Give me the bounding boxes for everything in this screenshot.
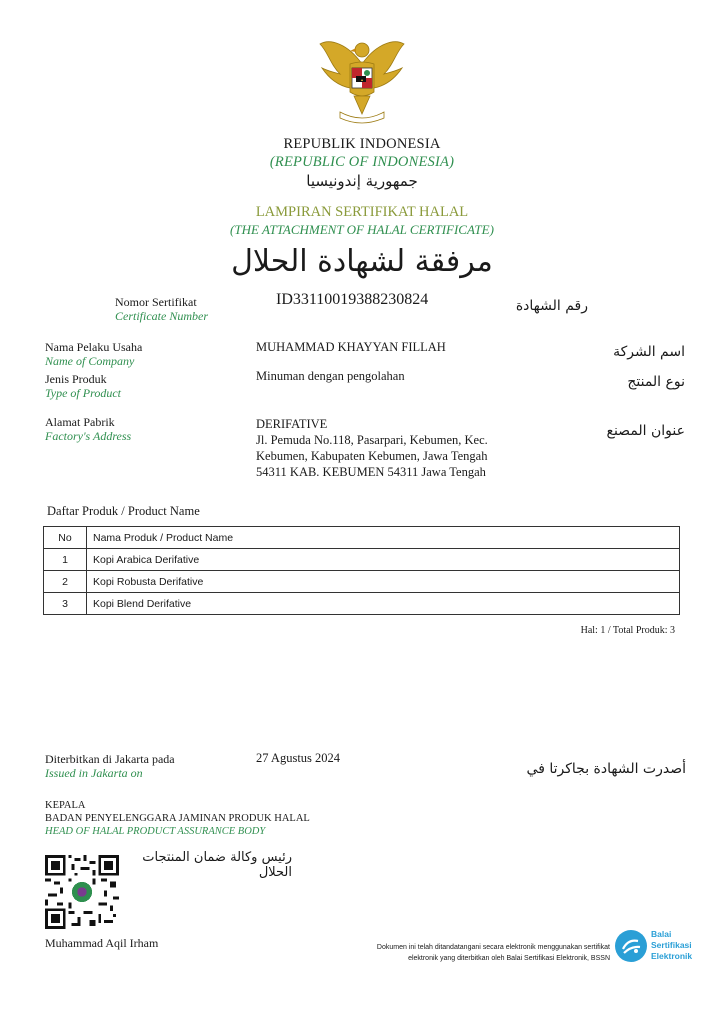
country-title-ar: جمهورية إندونيسيا xyxy=(306,172,418,190)
row-no: 1 xyxy=(44,549,87,571)
factory-address-line2: Kebumen, Kabupaten Kebumen, Jawa Tengah xyxy=(256,449,488,463)
document-title-id: LAMPIRAN SERTIFIKAT HALAL xyxy=(255,204,469,220)
factory-label-ar: عنوان المصنع xyxy=(606,423,685,439)
table-row xyxy=(44,549,680,571)
electronic-signature-note-line1: Dokumen ini telah ditandatangani secara elektronik menggunakan sertifikat xyxy=(376,944,610,951)
document-title-ar: مرفقة لشهادة الحلال xyxy=(231,244,493,279)
factory-address-line1: Jl. Pemuda No.118, Pasarpari, Kebumen, Kec. xyxy=(256,433,488,447)
company-label-en: Name of Company xyxy=(45,354,135,368)
qr-code-icon xyxy=(45,855,119,929)
signatory-title-head: KEPALA xyxy=(45,800,86,811)
certificate-number-label-id: Nomor Sertifikat xyxy=(115,295,197,309)
bsre-logo-text-line1: Balai xyxy=(651,929,672,939)
garuda-pancasila-emblem xyxy=(318,34,406,126)
certificate-number-label-en: Certificate Number xyxy=(115,309,208,323)
product-type-label-en: Type of Product xyxy=(45,386,121,400)
bsre-logo-text-line3: Elektronik xyxy=(651,951,693,961)
factory-label xyxy=(45,415,131,443)
factory-label-id: Alamat Pabrik xyxy=(45,415,115,429)
signatory-name: Muhammad Aqil Irham xyxy=(45,936,159,950)
signatory-title-ar: رئيس وكالة ضمان المنتجات الحلال xyxy=(142,850,292,880)
certificate-number-label-ar: رقم الشهادة xyxy=(515,298,588,314)
factory-label-en: Factory's Address xyxy=(45,429,132,443)
company-label-id: Nama Pelaku Usaha xyxy=(45,340,143,354)
signatory-block xyxy=(45,799,310,838)
product-table xyxy=(43,526,680,615)
certificate-number-label xyxy=(115,295,208,323)
bsre-logo-text-line2: Sertifikasi xyxy=(651,940,692,950)
signatory-title-en: HEAD OF HALAL PRODUCT ASSURANCE BODY xyxy=(45,826,266,837)
product-type-label-ar: نوع المنتج xyxy=(627,374,685,390)
column-header-product-name: Nama Produk / Product Name xyxy=(87,527,680,549)
company-label-ar: اسم الشركة xyxy=(613,344,685,360)
table-row xyxy=(44,593,680,615)
issued-label xyxy=(45,752,175,780)
issued-label-ar: أصدرت الشهادة بجاكرتا في xyxy=(526,761,686,777)
issued-label-id: Diterbitkan di Jakarta pada xyxy=(45,752,175,766)
row-no: 3 xyxy=(44,593,87,615)
page-info: Hal: 1 / Total Produk: 3 xyxy=(580,625,675,636)
company-value: MUHAMMAD KHAYYAN FILLAH xyxy=(256,340,446,354)
row-no: 2 xyxy=(44,571,87,593)
factory-address xyxy=(256,416,488,480)
column-header-no: No xyxy=(44,527,87,549)
factory-name: DERIFATIVE xyxy=(256,417,328,431)
bsre-logo-text xyxy=(651,929,692,962)
certificate-number-value: ID33110019388230824 xyxy=(276,291,429,308)
product-type-label-id: Jenis Produk xyxy=(45,372,107,386)
row-product-name: Kopi Arabica Derifative xyxy=(87,549,680,571)
electronic-signature-note xyxy=(330,942,610,964)
document-title-en: (THE ATTACHMENT OF HALAL CERTIFICATE) xyxy=(230,222,494,237)
product-type-value: Minuman dengan pengolahan xyxy=(256,369,405,383)
table-header-row xyxy=(44,527,680,549)
country-title-id: REPUBLIK INDONESIA xyxy=(283,136,441,152)
product-type-label xyxy=(45,372,121,400)
country-title-en: (REPUBLIC OF INDONESIA) xyxy=(269,154,455,170)
row-product-name: Kopi Blend Derifative xyxy=(87,593,680,615)
company-label xyxy=(45,340,142,368)
signatory-title-agency: BADAN PENYELENGGARA JAMINAN PRODUK HALAL xyxy=(45,813,310,824)
bsre-logo-icon xyxy=(614,929,648,963)
product-list-title: Daftar Produk / Product Name xyxy=(47,504,200,518)
issued-label-en: Issued in Jakarta on xyxy=(45,766,143,780)
issued-date: 27 Agustus 2024 xyxy=(256,751,341,765)
factory-address-line3: 54311 KAB. KEBUMEN 54311 Jawa Tengah xyxy=(256,465,486,479)
row-product-name: Kopi Robusta Derifative xyxy=(87,571,680,593)
electronic-signature-note-line2: elektronik yang diterbitkan oleh Balai Sertifikasi Elektronik, BSSN xyxy=(408,955,610,962)
table-row xyxy=(44,571,680,593)
